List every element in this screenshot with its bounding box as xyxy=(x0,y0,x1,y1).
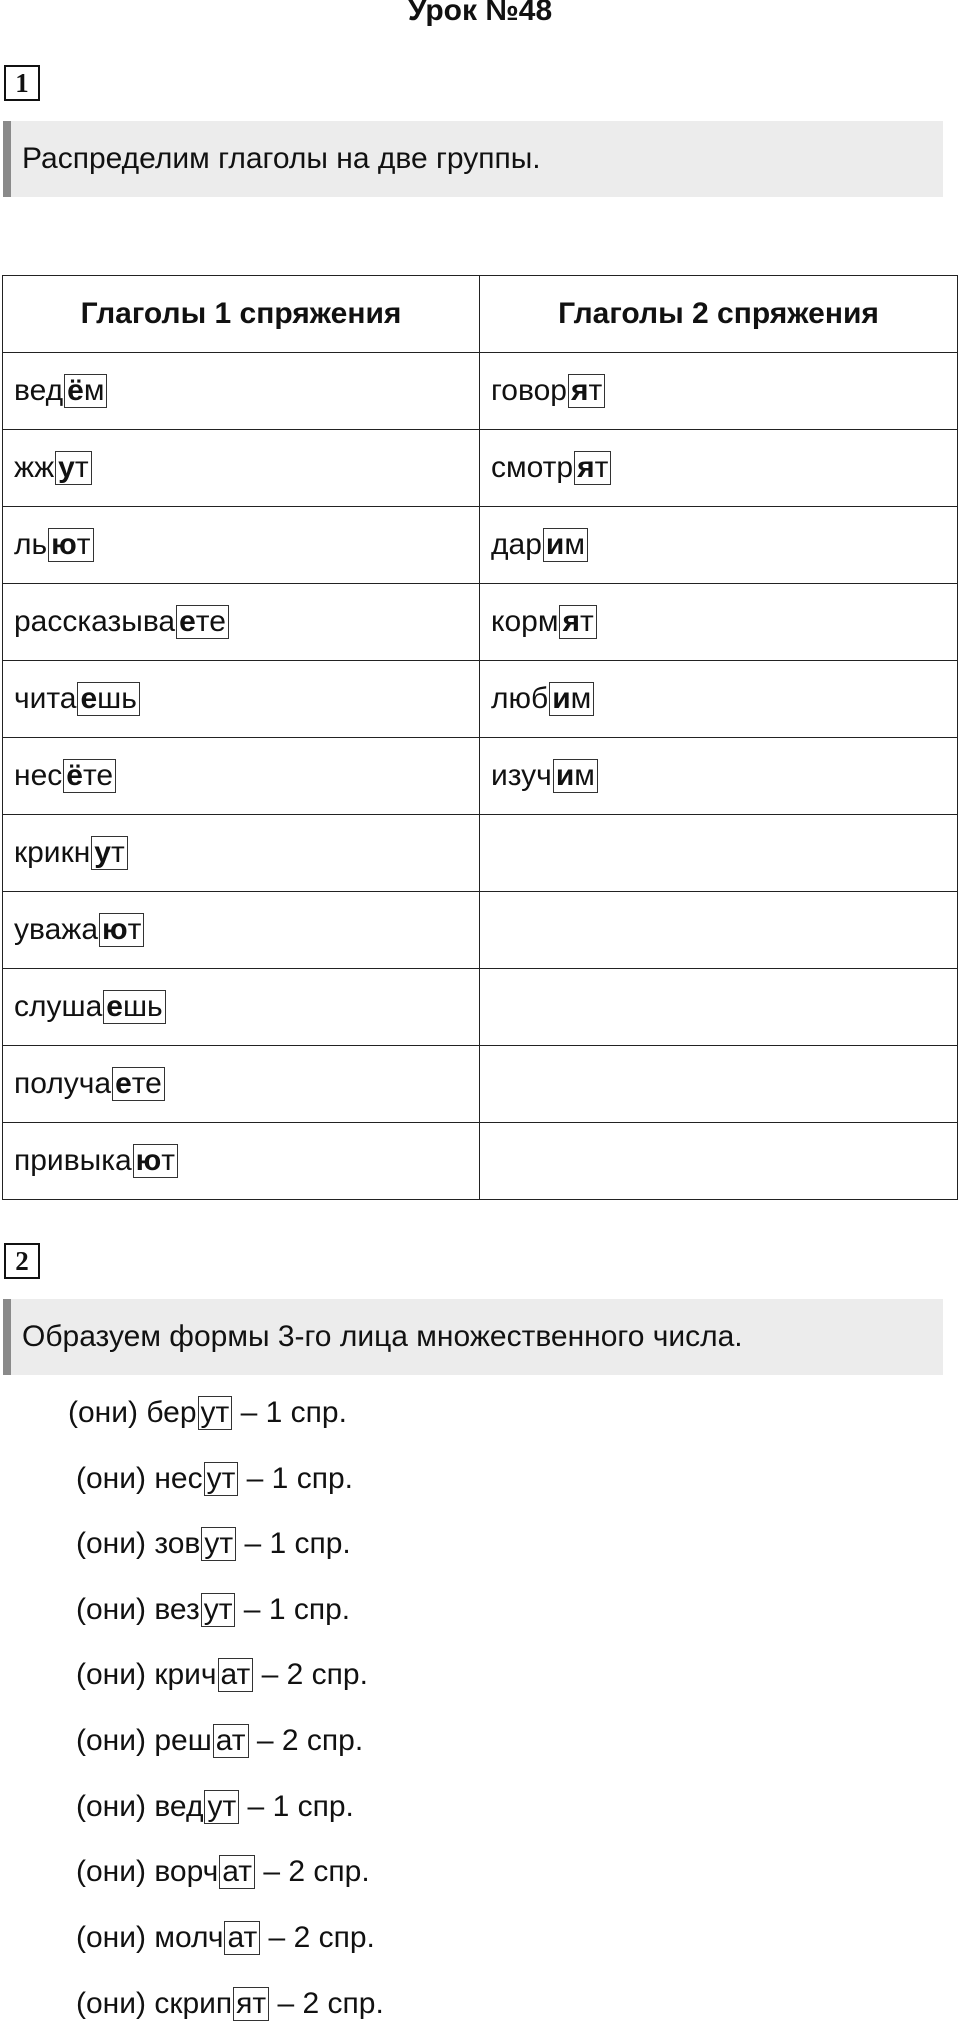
verb-form-line xyxy=(76,1987,384,2021)
ending-rest: те xyxy=(82,759,114,792)
verb-ending-box xyxy=(103,990,165,1024)
verb-stem: нес xyxy=(14,759,63,792)
verb-form-prefix: (они) скрип xyxy=(76,1987,233,2020)
ending-rest: те xyxy=(195,605,226,638)
table-header-row xyxy=(3,276,958,353)
verb-stem: жж xyxy=(14,451,55,484)
verb-form-prefix: (они) вез xyxy=(76,1593,200,1626)
verb-cell-conj-2 xyxy=(480,507,958,584)
verb-form-ending-box: ут xyxy=(201,1527,236,1561)
verb-cell-conj-2 xyxy=(480,892,958,969)
verb-ending-box xyxy=(543,528,588,562)
verb-ending-box xyxy=(63,759,116,793)
verb-stem: рассказыва xyxy=(14,605,176,638)
verb-cell-conj-1 xyxy=(3,1123,480,1200)
verb-form-ending-box: ут xyxy=(201,1593,236,1627)
verb-form-line xyxy=(76,1790,354,1824)
verb-form-prefix: (они) крич xyxy=(76,1658,217,1691)
verb-ending-box xyxy=(91,836,127,870)
verb-ending-box xyxy=(99,913,144,947)
verb-cell-conj-2 xyxy=(480,738,958,815)
ending-vowel: и xyxy=(552,682,571,715)
verb-cell-conj-1 xyxy=(3,353,480,430)
ending-rest: м xyxy=(564,528,585,561)
verb-form-ending-box: ат xyxy=(213,1724,249,1758)
verb-cell-conj-1 xyxy=(3,738,480,815)
table-row xyxy=(3,584,958,661)
table-row xyxy=(3,430,958,507)
ending-vowel: и xyxy=(555,759,575,792)
verb-form-conjugation: – 1 спр. xyxy=(232,1396,347,1429)
verb-cell-conj-1 xyxy=(3,1046,480,1123)
verb-cell-conj-2 xyxy=(480,969,958,1046)
ending-rest: те xyxy=(131,1067,162,1100)
ending-vowel: я xyxy=(570,374,589,407)
table-row xyxy=(3,353,958,430)
verb-stem: корм xyxy=(491,605,559,638)
verb-ending-box xyxy=(176,605,229,639)
verb-stem: вед xyxy=(14,374,64,407)
verb-form-conjugation: – 1 спр. xyxy=(238,1462,353,1495)
verb-ending-box xyxy=(574,451,611,485)
verb-ending-box xyxy=(48,528,93,562)
table-row xyxy=(3,507,958,584)
table-row xyxy=(3,892,958,969)
ending-vowel: ю xyxy=(135,1144,162,1177)
task-2-number: 2 xyxy=(4,1243,40,1279)
table-row xyxy=(3,738,958,815)
ending-vowel: я xyxy=(577,451,595,484)
header-conjugation-2: Глаголы 2 спряжения xyxy=(480,276,958,353)
ending-vowel: е xyxy=(106,990,123,1023)
verb-form-prefix: (они) нес xyxy=(76,1462,203,1495)
ending-vowel: ё xyxy=(66,759,83,792)
header-conjugation-1: Глаголы 1 спряжения xyxy=(3,276,480,353)
verb-ending-box xyxy=(553,759,598,793)
verb-form-line xyxy=(76,1593,350,1627)
ending-rest: т xyxy=(127,913,142,946)
verb-stem: люб xyxy=(491,682,549,715)
verb-cell-conj-1 xyxy=(3,661,480,738)
verb-stem: изуч xyxy=(491,759,552,792)
verb-form-conjugation: – 1 спр. xyxy=(239,1790,354,1823)
ending-rest: шь xyxy=(122,990,163,1023)
verb-stem: привыка xyxy=(14,1144,132,1177)
ending-vowel: и xyxy=(545,528,565,561)
verb-form-ending-box: ут xyxy=(198,1396,233,1430)
verb-cell-conj-2 xyxy=(480,430,958,507)
verb-cell-conj-2 xyxy=(480,584,958,661)
ending-rest: м xyxy=(574,759,595,792)
verb-form-ending-box: ят xyxy=(233,1987,269,2021)
verb-form-prefix: (они) вед xyxy=(76,1790,204,1823)
verb-form-line xyxy=(76,1462,353,1496)
verb-cell-conj-2 xyxy=(480,661,958,738)
verb-form-ending-box: ут xyxy=(204,1462,239,1496)
verb-cell-conj-2 xyxy=(480,815,958,892)
verb-ending-box xyxy=(112,1067,165,1101)
verb-form-prefix: (они) молч xyxy=(76,1921,224,1954)
verb-stem: крикн xyxy=(14,836,91,869)
table-row xyxy=(3,661,958,738)
ending-vowel: ю xyxy=(51,528,77,561)
ending-vowel: ю xyxy=(102,913,128,946)
verb-cell-conj-1 xyxy=(3,584,480,661)
verb-form-conjugation: – 2 спр. xyxy=(269,1987,384,2020)
verb-form-ending-box: ат xyxy=(218,1658,254,1692)
verb-ending-box xyxy=(568,374,605,408)
ending-rest: т xyxy=(594,451,609,484)
verb-form-conjugation: – 2 спр. xyxy=(248,1724,364,1757)
verb-cell-conj-2 xyxy=(480,1046,958,1123)
ending-rest: т xyxy=(74,451,89,484)
table-row xyxy=(3,1123,958,1200)
verb-cell-conj-1 xyxy=(3,969,480,1046)
ending-rest: т xyxy=(588,374,603,407)
verb-form-prefix: (они) зов xyxy=(76,1527,201,1560)
ending-rest: т xyxy=(76,528,91,561)
ending-rest: м xyxy=(570,682,592,715)
ending-rest: т xyxy=(161,1144,176,1177)
ending-rest: т xyxy=(110,836,125,869)
verb-form-line xyxy=(76,1921,375,1955)
verb-form-line xyxy=(76,1724,363,1758)
task-1-number: 1 xyxy=(4,65,40,101)
verb-form-ending-box: ут xyxy=(204,1790,239,1824)
verb-form-line xyxy=(76,1527,351,1561)
verb-stem: ль xyxy=(14,528,48,561)
task-1-instruction xyxy=(3,121,943,197)
ending-rest: шь xyxy=(97,682,137,715)
verb-form-line xyxy=(68,1396,347,1430)
task-2-instruction-text: Образуем формы 3-го лица множественного числа. xyxy=(22,1320,743,1353)
verb-stem: получа xyxy=(14,1067,112,1100)
verb-form-prefix: (они) ворч xyxy=(76,1855,219,1888)
verb-ending-box xyxy=(549,682,594,716)
verb-stem: смотр xyxy=(491,451,574,484)
verb-ending-box xyxy=(77,682,139,716)
verb-form-ending-box: ат xyxy=(219,1855,255,1889)
verb-ending-box xyxy=(64,374,107,408)
verb-cell-conj-1 xyxy=(3,430,480,507)
ending-vowel: е xyxy=(80,682,98,715)
verb-form-prefix: (они) бер xyxy=(68,1396,197,1429)
ending-vowel: у xyxy=(94,836,111,869)
verb-form-conjugation: – 2 спр. xyxy=(253,1658,368,1691)
verb-form-line xyxy=(76,1658,368,1692)
verb-ending-box xyxy=(133,1144,178,1178)
ending-vowel: у xyxy=(58,451,75,484)
verb-ending-box xyxy=(55,451,91,485)
verb-stem: чита xyxy=(14,682,77,715)
verb-cell-conj-1 xyxy=(3,892,480,969)
ending-rest: т xyxy=(579,605,594,638)
conjugation-table xyxy=(2,275,958,1200)
verb-cell-conj-2 xyxy=(480,353,958,430)
verb-cell-conj-1 xyxy=(3,815,480,892)
table-row xyxy=(3,815,958,892)
verb-cell-conj-2 xyxy=(480,1123,958,1200)
ending-rest: м xyxy=(83,374,105,407)
task-1-instruction-text: Распределим глаголы на две группы. xyxy=(22,142,541,175)
ending-vowel: ё xyxy=(67,374,84,407)
verb-stem: уважа xyxy=(14,913,99,946)
verb-form-conjugation: – 1 спр. xyxy=(235,1593,351,1626)
page-title: Урок №48 xyxy=(407,0,553,27)
ending-vowel: е xyxy=(179,605,196,638)
verb-ending-box xyxy=(559,605,596,639)
table-row xyxy=(3,1046,958,1123)
verb-form-conjugation: – 2 спр. xyxy=(255,1855,370,1888)
verb-cell-conj-1 xyxy=(3,507,480,584)
verb-form-line xyxy=(76,1855,370,1889)
verb-form-conjugation: – 2 спр. xyxy=(260,1921,375,1954)
verb-form-prefix: (они) реш xyxy=(76,1724,212,1757)
verb-stem: дар xyxy=(491,528,542,561)
verb-stem: слуша xyxy=(14,990,103,1023)
verb-form-conjugation: – 1 спр. xyxy=(236,1527,351,1560)
table-body xyxy=(3,353,958,1200)
ending-vowel: я xyxy=(562,605,580,638)
task-2-instruction xyxy=(3,1299,943,1375)
verb-form-ending-box: ат xyxy=(224,1921,260,1955)
table-row xyxy=(3,969,958,1046)
verb-stem: говор xyxy=(491,374,567,407)
ending-vowel: е xyxy=(115,1067,132,1100)
